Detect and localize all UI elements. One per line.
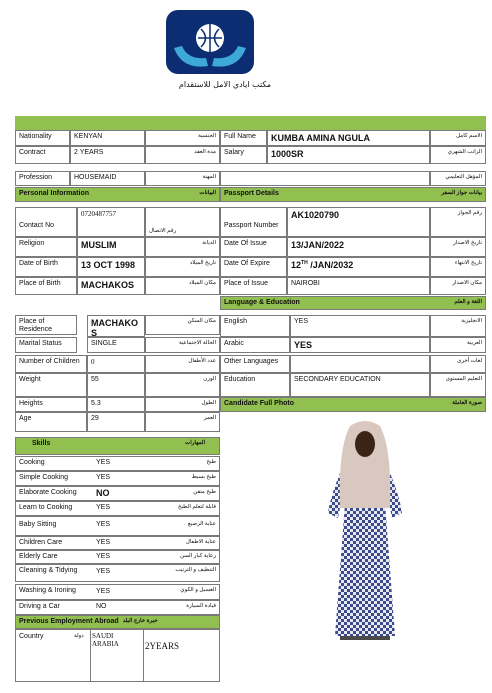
agency-logo	[160, 8, 260, 78]
dob-ar: تاريخ الميلاد	[145, 257, 220, 277]
language-title: Language & Education	[224, 299, 300, 306]
skill-ar: الغسيل و الكوي	[180, 587, 216, 593]
employment-divider	[143, 629, 144, 682]
skill-row	[15, 536, 220, 550]
skill-ar: عناية الرضيع	[187, 521, 216, 527]
arabic-ar: العربية	[430, 337, 486, 353]
employment-header	[15, 615, 220, 629]
skill-label: Learn to Cooking	[19, 504, 73, 511]
skill-row	[15, 471, 220, 486]
employment-row	[15, 629, 220, 682]
skills-title: Skills	[32, 440, 51, 447]
weight-label: Weight	[15, 373, 87, 397]
other-lang-value	[290, 355, 430, 373]
country-ar: دولة	[74, 633, 84, 639]
place-issue-ar: مكان الاصدار	[430, 277, 486, 295]
height-value: 5.3	[87, 397, 145, 412]
pob-ar: مكان الميلاد	[145, 277, 220, 295]
contact-label	[15, 207, 77, 237]
skill-row	[15, 486, 220, 501]
skill-ar: قابلة لتعلم الطبخ	[177, 504, 216, 510]
english-value: YES	[290, 315, 430, 337]
photo-ar: صورة العاملة	[452, 400, 482, 406]
skills-ar: المهارات	[185, 440, 205, 446]
skill-value: YES	[96, 459, 111, 466]
expire-date-ar: تاريخ الانتهاء	[430, 257, 486, 277]
expire-month-year: /JAN/2032	[307, 260, 354, 270]
marital-ar: الحالة الاجتماعية	[145, 337, 220, 353]
skill-row	[15, 564, 220, 582]
full-name-value: KUMBA AMINA NGULA	[267, 130, 430, 146]
expire-date-value	[287, 257, 430, 277]
contact-label-text: Contact No	[19, 222, 55, 229]
top-band	[15, 116, 486, 130]
expire-suffix: TH	[301, 260, 308, 266]
skill-row	[15, 501, 220, 516]
passport-number-label-text: Passport Number	[224, 222, 279, 229]
salary-label: Salary	[220, 146, 267, 164]
pob-value: MACHAKOS	[77, 277, 145, 295]
salary-ar: الراتب الشهري	[430, 146, 486, 164]
education-qualification-ar: المؤهل التعليمي	[430, 171, 486, 186]
skill-row	[15, 550, 220, 564]
candidate-photo	[320, 418, 410, 643]
personal-info-header	[15, 187, 220, 202]
employment-ar: خبرة خارج البلد	[122, 618, 158, 624]
nationality-label: Nationality	[15, 130, 70, 146]
full-name-ar: الاسم كامل	[430, 130, 486, 146]
profession-value: HOUSEMAID	[70, 171, 145, 186]
arabic-value: YES	[290, 337, 430, 353]
age-label: Age	[15, 412, 87, 432]
full-name-label: Full Name	[220, 130, 267, 146]
skill-row	[15, 516, 220, 536]
skill-row	[15, 584, 220, 600]
religion-label: Religion	[15, 237, 77, 257]
nationality-ar: الجنسية	[145, 130, 220, 146]
skill-value: YES	[96, 474, 111, 481]
agency-name: مكتب ايادي الامل للاستقدام	[178, 80, 272, 89]
skill-value: YES	[96, 521, 111, 528]
skill-ar: عناية الاطفال	[185, 539, 216, 545]
english-ar: الانجليزية	[430, 315, 486, 337]
issue-date-ar: تاريخ الاصدار	[430, 237, 486, 257]
passport-number-label	[220, 207, 287, 237]
photo-title: Candidate Full Photo	[224, 400, 294, 407]
skill-ar: طبخ متقن	[193, 489, 216, 495]
dress	[335, 504, 395, 636]
pob-label: Place of Birth	[15, 277, 77, 295]
skill-label: Elaborate Cooking	[19, 489, 77, 496]
employment-divider	[90, 629, 91, 682]
skill-ar: قيادة السيارة	[186, 603, 216, 609]
education-ar: التعليم المستوى	[430, 373, 486, 397]
skill-value: YES	[96, 568, 111, 575]
skill-row	[15, 600, 220, 615]
skill-value: YES	[96, 588, 111, 595]
children-ar: عدد الأطفال	[145, 355, 220, 373]
skill-ar: طبخ	[206, 459, 216, 465]
residence-value: MACHAKOS	[87, 315, 145, 337]
marital-value: SINGLE	[87, 337, 145, 353]
passport-ar: بيانات جواز السفر	[441, 190, 482, 196]
place-issue-label: Place of Issue	[220, 277, 287, 295]
children-label: Number of Children	[15, 355, 87, 373]
contract-label: Contract	[15, 146, 70, 164]
passport-title: Passport Details	[224, 190, 279, 197]
skill-value: NO	[96, 488, 110, 498]
marital-label: Marital Status	[15, 337, 77, 353]
personal-info-ar: البيانات	[199, 190, 216, 196]
skill-label: Washing & Ironing	[19, 587, 76, 594]
english-label: English	[220, 315, 290, 337]
expire-day: 12	[291, 260, 302, 270]
skill-ar: التنظيف و الترتيب	[175, 567, 216, 573]
skill-value: YES	[96, 504, 111, 511]
other-lang-label: Other Languages	[220, 355, 290, 373]
age-value: 29	[87, 412, 145, 432]
religion-ar: الديانة	[145, 237, 220, 257]
weight-value: 55	[87, 373, 145, 397]
expire-date-label: Date Of Expire	[220, 257, 287, 277]
issue-date-label: Date Of Issue	[220, 237, 287, 257]
skill-label: Cleaning & Tidying	[19, 567, 78, 574]
skill-value: NO	[96, 603, 107, 610]
country-label: Country	[19, 633, 44, 640]
religion-value: MUSLIM	[77, 237, 145, 257]
other-lang-ar: لغات أخرى	[430, 355, 486, 373]
skill-label: Baby Sitting	[19, 521, 57, 528]
children-value: 0	[87, 355, 145, 373]
skill-label: Children Care	[19, 539, 63, 546]
passport-header	[220, 187, 486, 202]
profession-ar: المهنة	[145, 171, 220, 186]
residence-ar: مكان السكن	[145, 315, 220, 335]
passport-number-ar: رقم الجواز	[430, 207, 486, 237]
skill-value: YES	[96, 539, 111, 546]
language-ar: اللغة و العلم	[454, 299, 482, 305]
arabic-label: Arabic	[220, 337, 290, 353]
skill-ar: رعاية كبار السن	[179, 553, 216, 559]
education-value: SECONDARY EDUCATION	[290, 373, 430, 397]
issue-date-value: 13/JAN/2022	[287, 237, 430, 257]
height-ar: الطول	[145, 397, 220, 412]
contact-ar	[145, 207, 220, 237]
skill-label: Elderly Care	[19, 553, 58, 560]
nationality-value: KENYAN	[70, 130, 145, 146]
weight-ar: الوزن	[145, 373, 220, 397]
skills-header	[15, 437, 220, 455]
salary-value: 1000SR	[267, 146, 430, 164]
contract-ar: مدة العقد	[145, 146, 220, 164]
skill-label: Simple Cooking	[19, 474, 69, 481]
age-ar: العمر	[145, 412, 220, 432]
personal-info-title: Personal Information	[19, 190, 90, 197]
profession-empty	[220, 171, 430, 186]
country-value: SAUDI ARABIA	[92, 632, 119, 649]
height-label: Heights	[15, 397, 87, 412]
place-issue-value: NAIROBI	[287, 277, 430, 295]
employment-title: Previous Employment Abroad	[19, 618, 119, 625]
residence-label: Place of Residence	[15, 315, 77, 335]
skill-ar: طبخ بسيط	[191, 474, 216, 480]
contact-ar-text: رقم الاتصال	[149, 228, 177, 234]
education-label: Education	[220, 373, 290, 397]
language-header	[220, 296, 486, 310]
passport-number-value: AK1020790	[287, 207, 430, 237]
skill-label: Cooking	[19, 459, 45, 466]
employment-duration: 2YEARS	[145, 641, 180, 651]
dob-label: Date of Birth	[15, 257, 77, 277]
profession-label: Profession	[15, 171, 70, 186]
skill-row	[15, 456, 220, 471]
contact-value: 0720487757	[77, 207, 145, 237]
photo-header	[220, 397, 486, 412]
skill-value: YES	[96, 553, 111, 560]
skill-label: Driving a Car	[19, 603, 60, 610]
contract-value: 2 YEARS	[70, 146, 145, 164]
face	[355, 431, 375, 457]
dob-value: 13 OCT 1998	[77, 257, 145, 277]
